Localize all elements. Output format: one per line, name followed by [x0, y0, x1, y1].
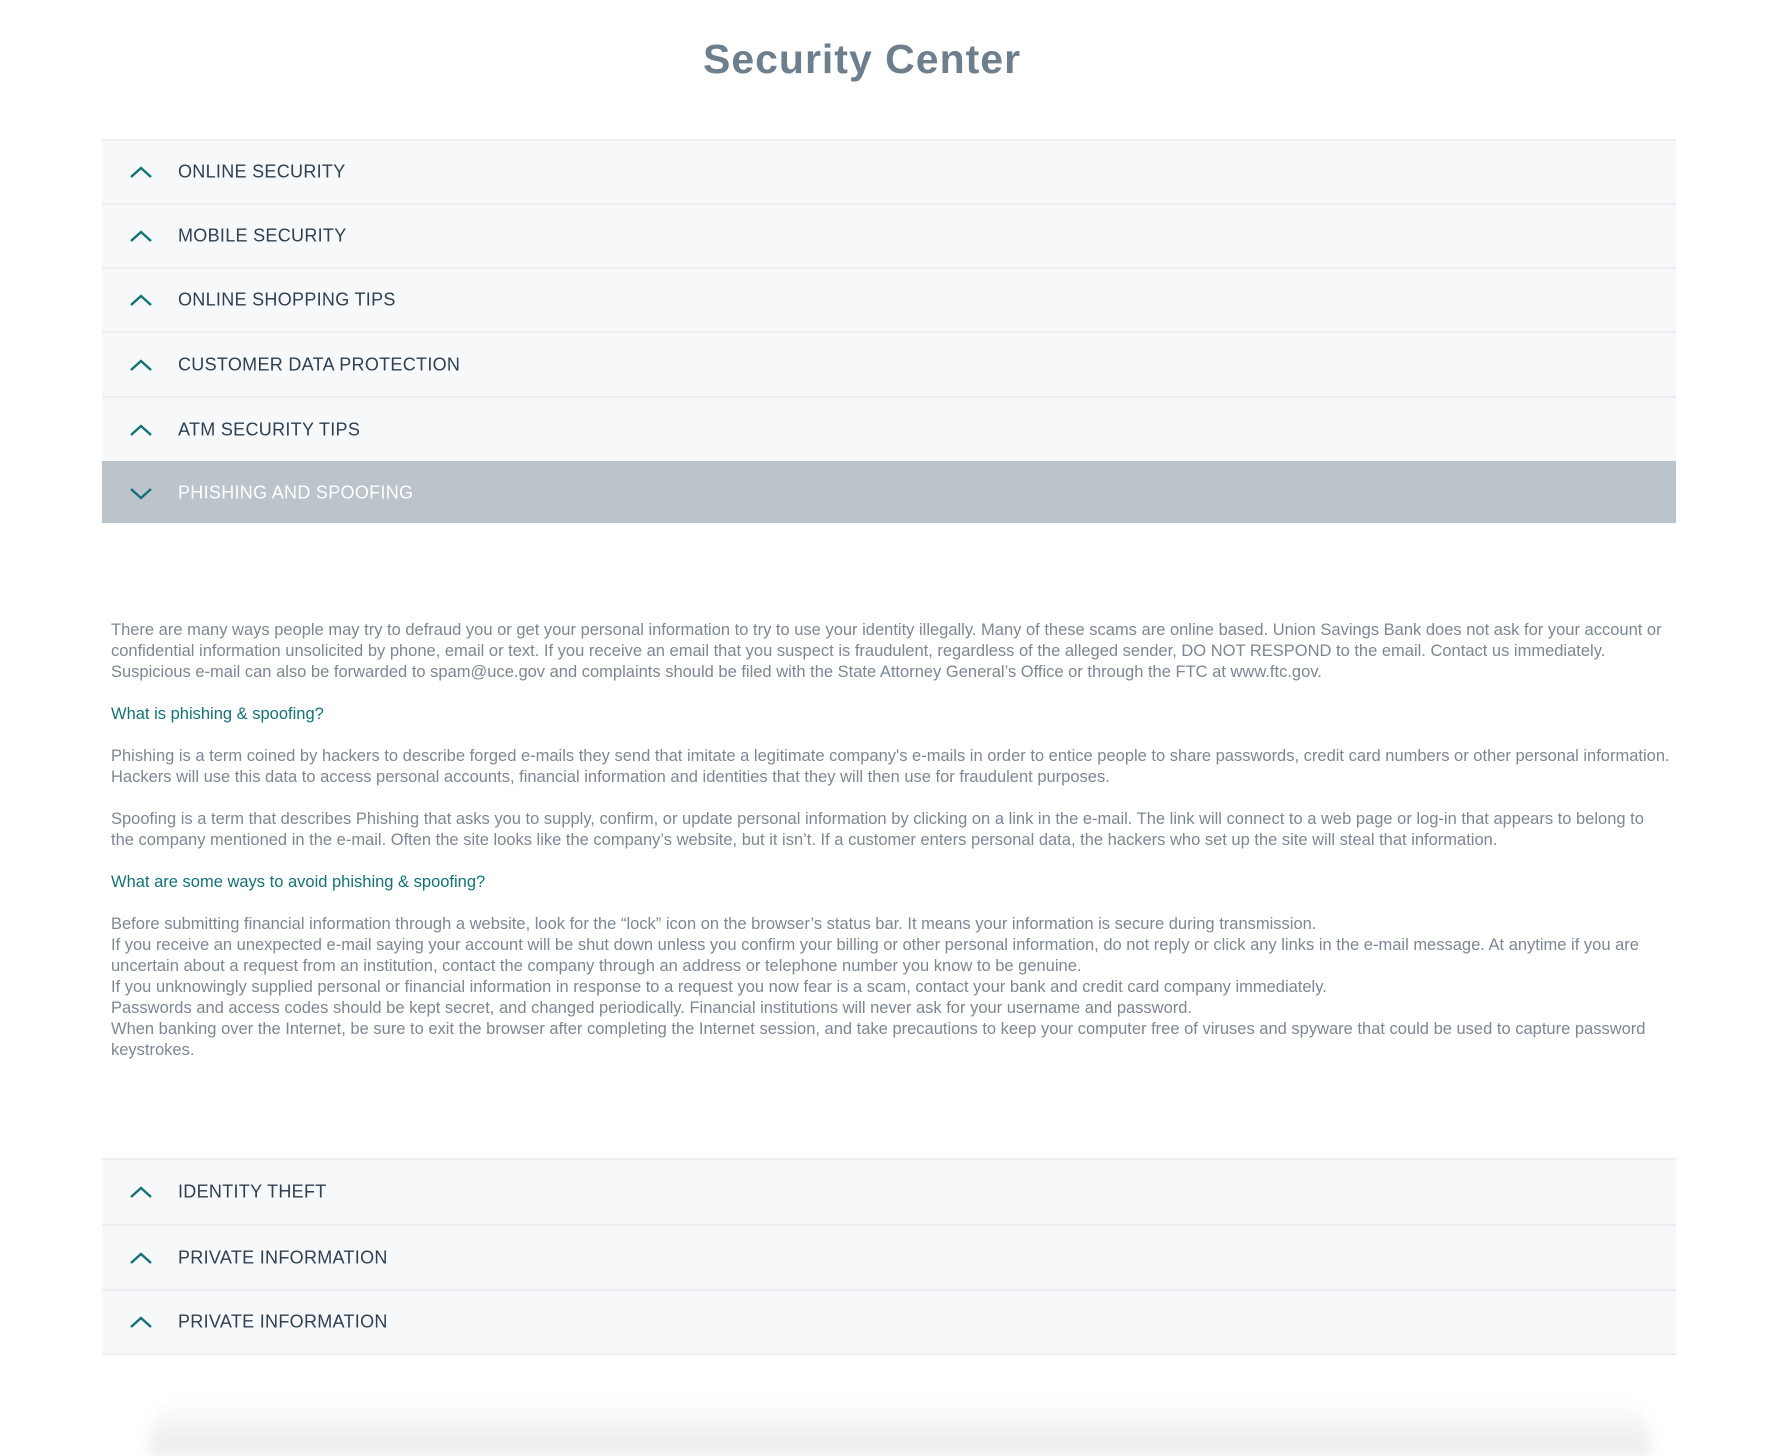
- tip-item: If you unknowingly supplied personal or financial information in response to a request you now fear is a scam, contact your bank and credit card company immediately.: [111, 978, 1327, 996]
- accordion-item-label: MOBILE SECURITY: [178, 225, 347, 246]
- footer-shadow: [150, 1396, 1650, 1456]
- chevron-down-icon: [126, 483, 156, 503]
- tips-list: [111, 914, 1671, 1061]
- accordion-item-label: PRIVATE INFORMATION: [178, 1311, 388, 1332]
- chevron-up-icon: [126, 162, 156, 182]
- accordion-item-label: ONLINE SHOPPING TIPS: [178, 289, 396, 310]
- accordion-item-mobile-security[interactable]: [102, 203, 1676, 267]
- tip-item: Passwords and access codes should be kept secret, and changed periodically. Financial institutions will never ask for your username and password.: [111, 999, 1193, 1017]
- chevron-up-icon: [126, 1182, 156, 1202]
- accordion-item-online-shopping-tips[interactable]: [102, 267, 1676, 331]
- accordion-item-label: ONLINE SECURITY: [178, 161, 346, 182]
- question-heading: What are some ways to avoid phishing & spoofing?: [111, 873, 486, 891]
- security-accordion-continued: [102, 1158, 1676, 1355]
- page-title: Security Center: [702, 36, 1022, 82]
- chevron-up-icon: [126, 1248, 156, 1268]
- chevron-up-icon: [126, 226, 156, 246]
- chevron-up-icon: [126, 290, 156, 310]
- phishing-panel: [111, 620, 1671, 1061]
- accordion-item-online-security[interactable]: [102, 139, 1676, 203]
- accordion-item-customer-data-protection[interactable]: [102, 331, 1676, 396]
- accordion-item-label: PHISHING AND SPOOFING: [178, 482, 414, 503]
- accordion-item-label: CUSTOMER DATA PROTECTION: [178, 354, 461, 374]
- phishing-definition: Phishing is a term coined by hackers to describe forged e-mails they send that imitate a legitimate company's e-mails in order to entice people to share passwords, credit card numbers or other personal information. Hackers will use this data to access personal accounts, financial information and identities that they will then use for fraudulent purposes.: [111, 747, 1670, 786]
- tip-item: Before submitting financial information through a website, look for the “lock” icon on the browser’s status bar. It means your information is secure during transmission.: [111, 915, 1317, 933]
- chevron-up-icon: [126, 420, 156, 440]
- accordion-item-phishing-and-spoofing[interactable]: [102, 461, 1676, 523]
- accordion-item-identity-theft[interactable]: [102, 1158, 1676, 1224]
- tip-item: When banking over the Internet, be sure to exit the browser after completing the Internet session, and take precautions to keep your computer free of viruses and spyware that could be used to capture password keystrokes.: [111, 1020, 1646, 1059]
- security-accordion: [102, 139, 1676, 523]
- chevron-up-icon: [126, 355, 156, 375]
- intro-paragraph: There are many ways people may try to defraud you or get your personal information to try to use your identity illegally. Many of these scams are online based. Union Savings Bank does not ask for your account or confidential information unsolicited by phone, email or text. If you receive an email that you suspect is fraudulent, regardless of the alleged sender, DO NOT RESPOND to the email. Contact us immediately. Suspicious e-mail can also be forwarded to spam@uce.gov and complaints should be filed with the State Attorney General’s Office or through the FTC at www.ftc.gov.: [111, 621, 1662, 681]
- accordion-item-label: PRIVATE INFORMATION: [178, 1247, 388, 1267]
- accordion-item-atm-security-tips[interactable]: [102, 396, 1676, 461]
- spoofing-definition: Spoofing is a term that describes Phishing that asks you to supply, confirm, or update personal information by clicking on a link in the e-mail. The link will connect to a web page or log-in that appears to belong to the company mentioned in the e-mail. Often the site looks like the company’s website, but it isn’t. If a customer enters personal data, the hackers who set up the site will steal that information.: [111, 810, 1644, 849]
- tip-item: If you receive an unexpected e-mail saying your account will be shut down unless you confirm your billing or other personal information, do not reply or click any links in the e-mail message. At anytime if you are uncertain about a request from an institution, contact the company through an address or telephone number you know to be genuine.: [111, 936, 1639, 975]
- question-heading: What is phishing & spoofing?: [111, 705, 324, 723]
- accordion-item-private-information-2[interactable]: [102, 1289, 1676, 1355]
- accordion-item-private-information[interactable]: [102, 1224, 1676, 1289]
- accordion-item-label: ATM SECURITY TIPS: [178, 419, 361, 439]
- chevron-up-icon: [126, 1312, 156, 1332]
- accordion-item-label: IDENTITY THEFT: [178, 1181, 327, 1202]
